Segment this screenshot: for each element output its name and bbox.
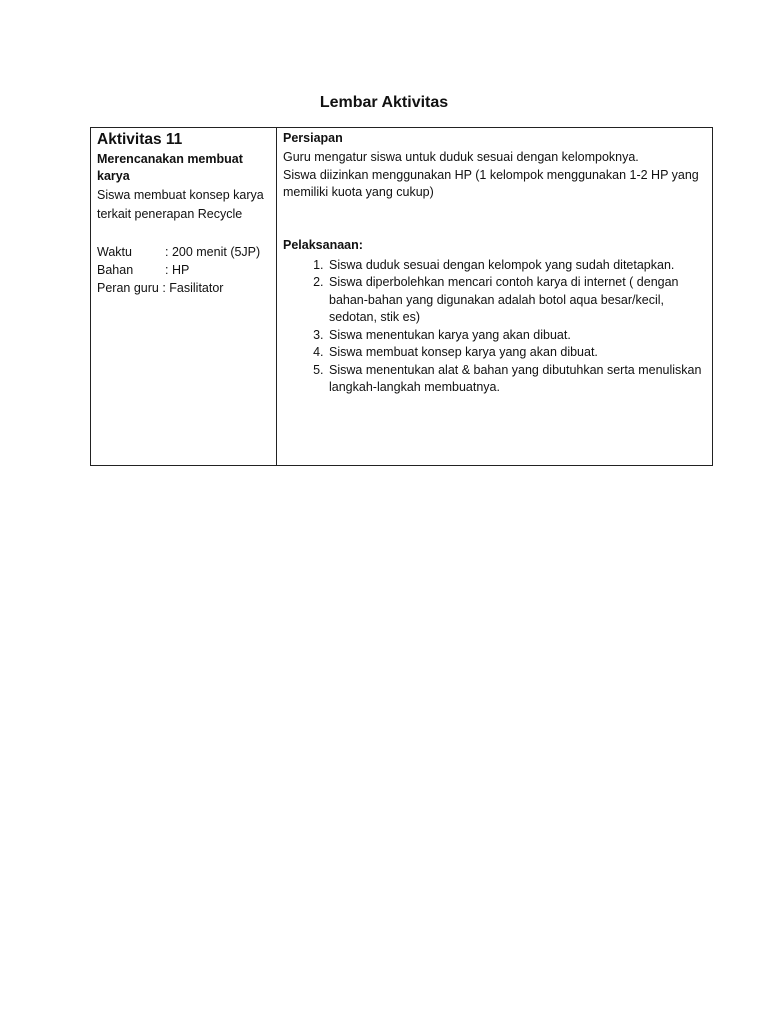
prep-line: Siswa diizinkan menggunakan HP (1 kelompok menggunakan 1-2 HP yang memiliki kuota yang cukup) <box>283 167 699 199</box>
meta-key: Waktu <box>97 245 132 259</box>
exec-label: Pelaksanaan: <box>283 237 363 252</box>
meta-row-peran-guru <box>97 279 270 297</box>
activity-heading: Aktivitas 11 <box>97 131 183 148</box>
activity-meta <box>97 243 270 297</box>
prep-line: Guru mengatur siswa untuk duduk sesuai dengan kelompoknya. <box>283 150 639 164</box>
list-item: 2. Siswa diperbolehkan mencari contoh karya di internet ( dengan bahan-bahan yang digunakan adalah botol aqua besar/kecil, sedotan, stik es) <box>327 274 708 327</box>
meta-value: : Fasilitator <box>158 281 224 295</box>
prep-block <box>283 149 708 202</box>
list-item: 1. Siswa duduk sesuai dengan kelompok yang sudah ditetapkan. <box>327 257 708 275</box>
activity-table <box>90 127 713 466</box>
page-title: Lembar Aktivitas <box>319 94 449 111</box>
meta-key: Bahan <box>97 263 134 277</box>
meta-key: Peran guru <box>97 281 159 295</box>
list-item: 4. Siswa membuat konsep karya yang akan dibuat. <box>327 344 708 362</box>
activity-subtitle: Merencanakan membuat karya <box>97 152 243 183</box>
activity-info-column <box>91 128 277 465</box>
list-item: 3. Siswa menentukan karya yang akan dibuat. <box>327 327 708 345</box>
list-item: 5. Siswa menentukan alat & bahan yang dibutuhkan serta menuliskan langkah-langkah membuatnya. <box>327 362 708 397</box>
activity-steps-column <box>277 128 712 465</box>
steps-list <box>283 257 708 397</box>
meta-row-waktu <box>97 243 270 261</box>
meta-value: : HP <box>165 263 190 277</box>
meta-row-bahan <box>97 261 270 279</box>
prep-label: Persiapan <box>283 131 343 145</box>
activity-description: Siswa membuat konsep karya terkait penerapan Recycle <box>97 188 264 221</box>
meta-value: : 200 menit (5JP) <box>165 245 261 259</box>
